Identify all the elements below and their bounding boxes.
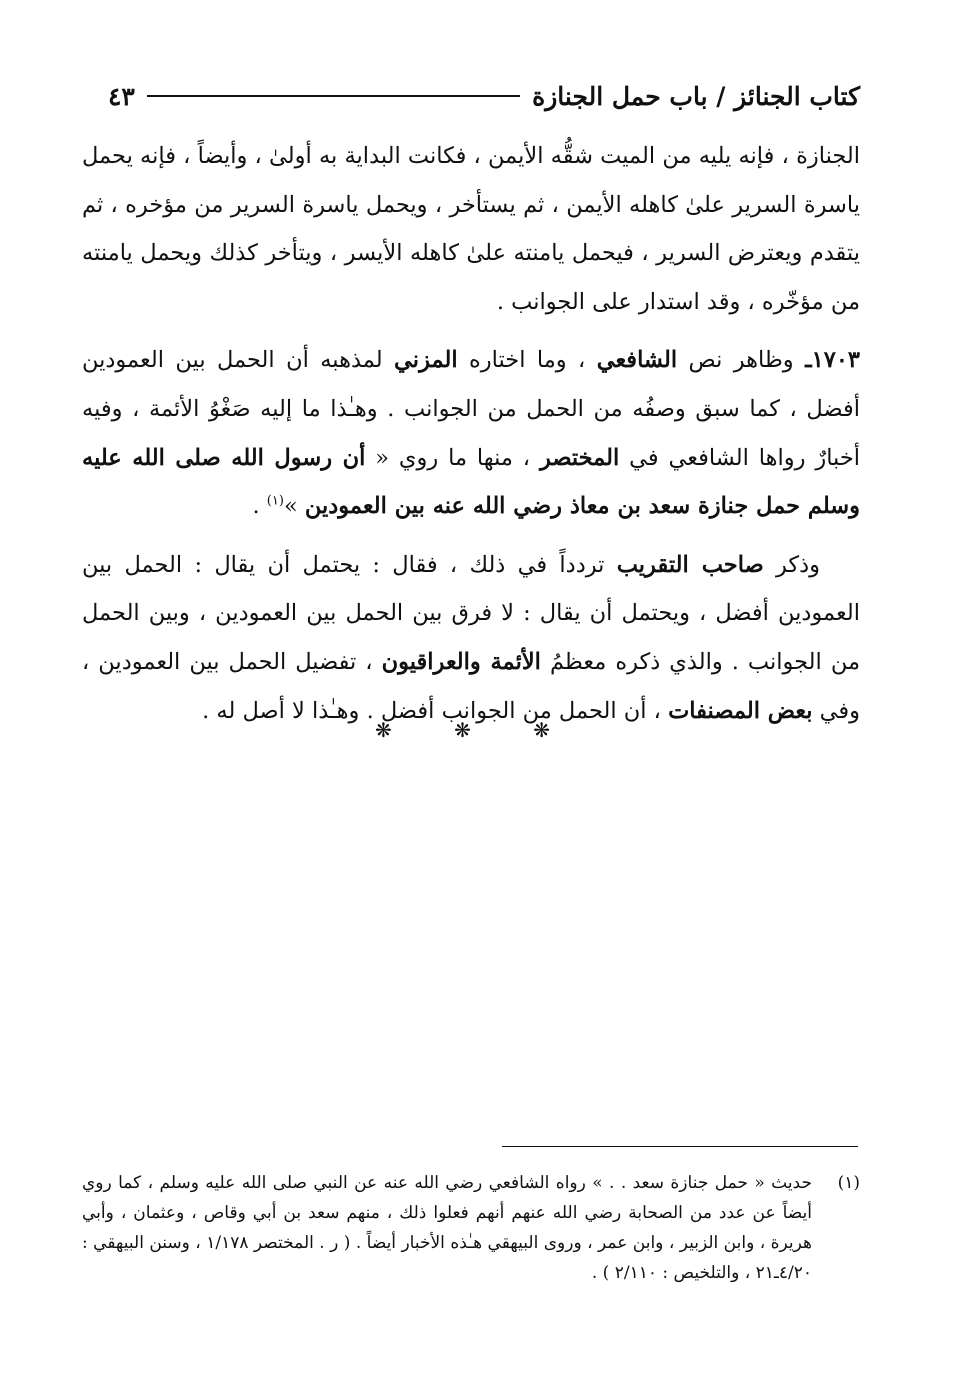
paragraph-1: الجنازة ، فإنه يليه من الميت شقُّه الأيمن ، فكانت البداية به أولىٰ ، وأيضاً ، فإنه يحمل ياسرة السرير علىٰ كاهله الأيمن ، ثم يستأخر ، ويحمل ياسرة السرير من مؤخره ، ثم يتقدم ويعترض السرير ، فيحمل يامنته علىٰ كاهله الأيسر ، ويتأخر كذلك ويحمل يامنته من مؤخّره ، وقد استدار على الجوانب . xyxy=(82,143,860,315)
footnote-reference[interactable]: (١) xyxy=(266,493,284,509)
chapter-title: كتاب الجنائز / باب حمل الجنازة xyxy=(532,81,860,111)
paragraph-3 xyxy=(82,541,860,735)
p2-bold-3: المختصر xyxy=(539,444,620,471)
p2-text-5: » xyxy=(283,493,305,520)
p3-text-1: وذكر xyxy=(763,551,820,578)
paragraph-1703 xyxy=(82,336,860,530)
running-header xyxy=(108,74,860,118)
p2-text-4: ، منها ما روي « xyxy=(365,444,540,471)
header-rule xyxy=(147,95,520,97)
p3-text-3: ، تفضيل الحمل بين العمودين ، وفي xyxy=(82,648,860,724)
footnote-number: (١) xyxy=(837,1173,860,1193)
page-number: ٤٣ xyxy=(108,81,135,111)
p3-bold-1: صاحب التقريب xyxy=(616,551,764,578)
issue-number: ١٧٠٣ـ xyxy=(805,347,860,374)
p2-text-6: . xyxy=(252,493,267,520)
p3-bold-2: الأئمة والعراقيون xyxy=(381,648,541,675)
p2-text-2: ، وما اختاره xyxy=(457,347,597,374)
footnote-text: حديث « حمل جنازة سعد . . » رواه الشافعي رضي الله عنه عن النبي صلى الله عليه وسلم ، كما روي أيضاً عن عدد من الصحابة رضي الله عنهم أنهم فعلوا ذلك ، منهم سعد بن أبي وقاص ، وعثمان ، وأبي هريرة ، وابن الزبير ، وابن عمر ، وروى البيهقي هـٰذه الأخبار أيضاً . ( ر . المختصر ١/١٧٨ ، وسنن البيهقي : ٤/٢٠ـ٢١ ، والتلخيص : ٢/١١٠ ) . xyxy=(82,1173,812,1283)
section-divider-stars: ❋ ❋ ❋ xyxy=(375,718,578,742)
footnote-rule xyxy=(502,1146,858,1147)
main-text xyxy=(82,132,860,735)
footnote xyxy=(82,1168,860,1288)
p3-text-4: ، أن الحمل من الجوانب أفضل . وهـٰذا لا أصل له . xyxy=(202,697,669,724)
p2-bold-1: الشافعي xyxy=(596,347,678,374)
hadith-quote: أن رسول الله صلى الله عليه وسلم حمل جنازة سعد بن معاذ رضي الله عنه بين العمودين xyxy=(82,444,860,520)
p3-text-2: تردداً في ذلك ، فقال : يحتمل أن يقال : الحمل بين العمودين أفضل ، ويحتمل أن يقال : لا فرق بين الحمل بين العمودين ، وبين الحمل من الجوانب . والذي ذكره معظمُ xyxy=(82,551,861,675)
p2-text-1: وظاهر نص xyxy=(677,347,806,374)
p3-bold-3: بعض المصنفات xyxy=(668,697,813,724)
p2-bold-2: المزني xyxy=(394,347,458,374)
p2-text-3: لمذهبه أن الحمل بين العمودين أفضل ، كما سبق وصفُه من الحمل من الجوانب . وهـٰذا ما إليه صَغْوُ الأئمة ، وفيه أخبارٌ رواها الشافعي في xyxy=(82,347,861,471)
